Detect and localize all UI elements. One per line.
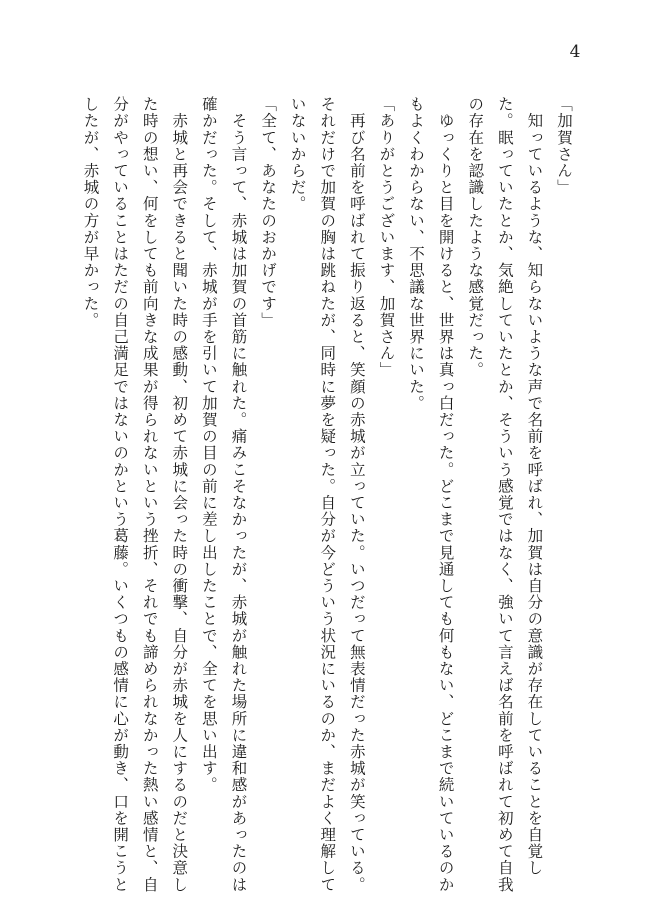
- text-line: いないからだ。: [288, 96, 307, 213]
- text-line: 「全て、あなたのおかげです」: [259, 96, 278, 329]
- text-line: そう言って、赤城は加賀の首筋に触れた。痛みこそなかったが、赤城が触れた場所に違和感があったのは: [229, 96, 248, 893]
- text-line: もよくわからない、不思議な世界にいた。: [407, 96, 426, 412]
- text-line: 分がやっていることはただの自己満足ではないのかという葛藤。いくつもの感情に心が動き、口を開こうと: [111, 96, 130, 893]
- text-line: 確かだった。そして、赤城が手を引いて加賀の目の前に差し出したことで、全てを思い出す。: [199, 96, 218, 794]
- text-line: 「ありがとうございます、加賀さん」: [377, 96, 396, 379]
- text-line: したが、赤城の方が早かった。: [81, 96, 100, 329]
- text-line: 知っているような、知らないような声で名前を呼ばれ、加賀は自分の意識が存在していることを自覚し: [525, 96, 544, 877]
- text-line: それだけで加賀の胸は跳ねたが、同時に夢を疑った。自分が今どういう状況にいるのか、まだよく理解して: [318, 96, 337, 893]
- text-line: た時の想い、何をしても前向きな成果が得られないという挫折、それでも諦められなかった熱い感情と、自: [140, 96, 159, 893]
- text-line: 再び名前を呼ばれて振り返ると、笑顔の赤城が立っていた。いつだって無表情だった赤城が笑っている。: [347, 96, 366, 893]
- text-line: た。眠っていたとか、気絶していたとか、そういう感覚ではなく、強いて言えば名前を呼ばれて初めて自我: [495, 96, 514, 893]
- text-line: ゆっくりと目を開けると、世界は真っ白だった。どこまで見通しても何もない、どこまで続いているのか: [436, 96, 455, 893]
- text-line: 「加賀さん」: [555, 96, 573, 196]
- text-line: の存在を認識したような感覚だった。: [466, 96, 485, 379]
- page-number: 4: [569, 42, 581, 62]
- text-line: 赤城と再会できると聞いた時の感動、初めて赤城に会った時の衝撃、自分が赤城を人にするのだと決意し: [170, 96, 189, 893]
- vertical-body-text: [75, 96, 578, 893]
